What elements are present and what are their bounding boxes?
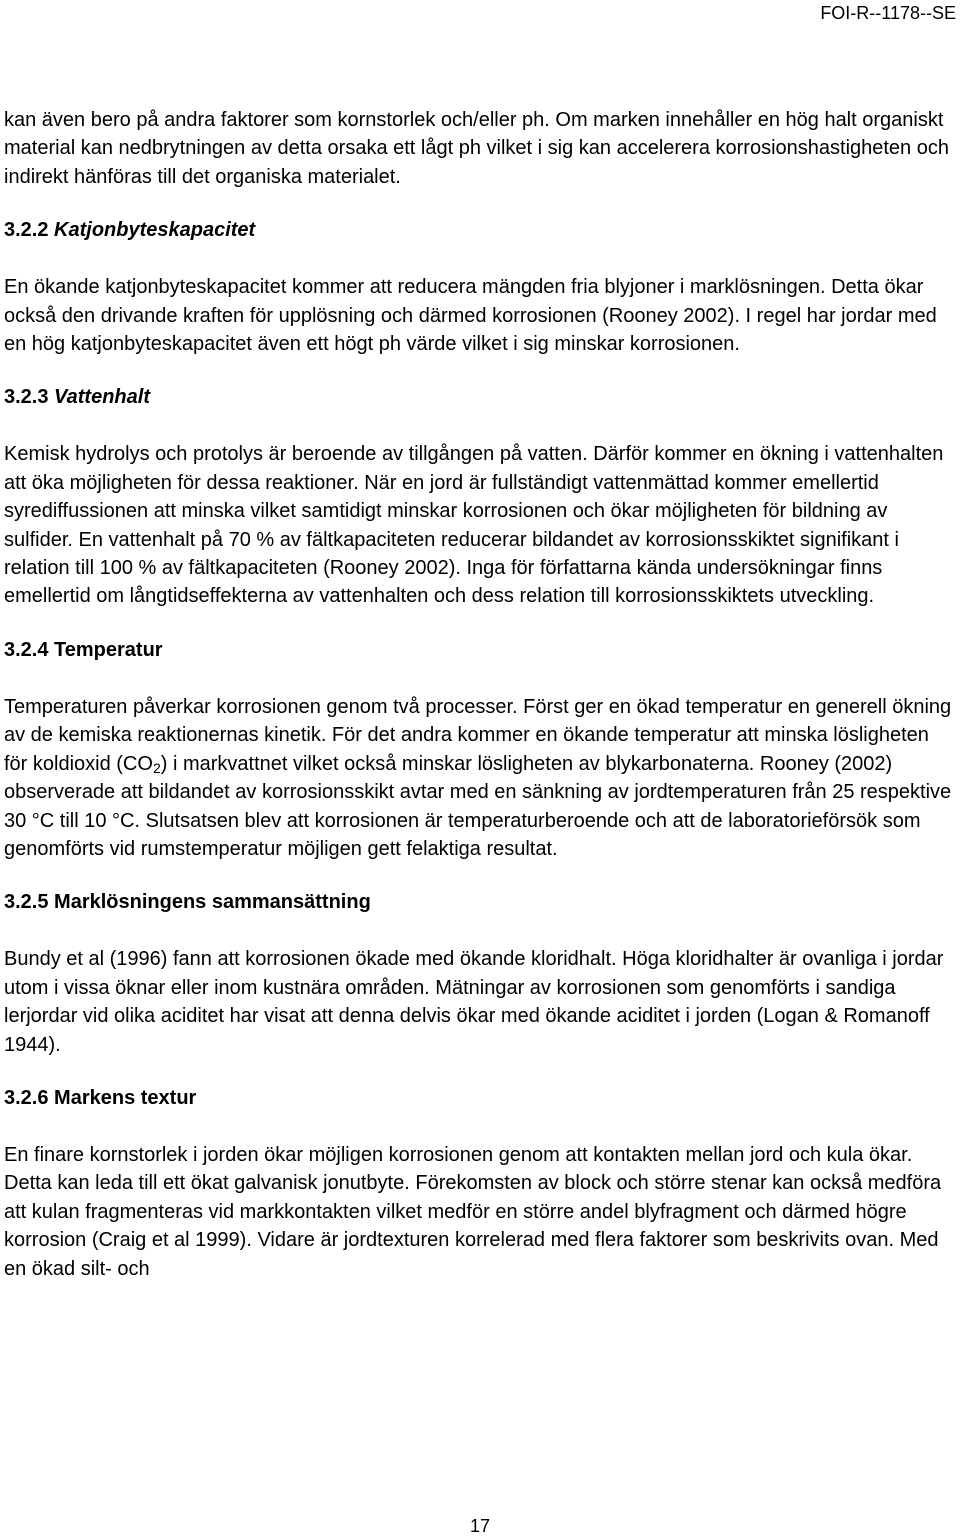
heading-markosningens-sammansattning	[4, 888, 956, 916]
page-number: 17	[469, 1516, 491, 1536]
heading-katjonbyteskapacitet	[4, 216, 956, 244]
heading-markens-textur	[4, 1084, 956, 1112]
co2-subscript: 2	[152, 759, 161, 776]
section-title: Temperatur	[54, 638, 163, 661]
page-body	[4, 106, 956, 1283]
section-title: Markens textur	[54, 1086, 197, 1109]
paragraph-katjonbyteskapacitet: En ökande katjonbyteskapacitet kommer att reducera mängden fria blyjoner i marklösningen. Detta ökar också den drivande kraften för upplösning och därmed korrosionen (Rooney 2002). I regel har jordar med en hög katjonbyteskapacitet även ett högt ph värde vilket i sig minskar korrosionen.	[4, 276, 937, 356]
intro-paragraph: kan även bero på andra faktorer som kornstorlek och/eller ph. Om marken innehåller en hög halt organiskt material kan nedbrytningen av detta orsaka ett lågt ph vilket i sig kan accelerera korrosionshastigheten och indirekt hänföras till det organiska materialet.	[4, 109, 949, 188]
section-number: 3.2.6	[4, 1086, 49, 1109]
text-before-subscript: Temperaturen påverkar korrosionen genom två processer. Först ger en ökad temperatur en generell ökning av de kemiska reaktionernas kinetik. För det andra kommer en ökande temperatur att minska lösligheten för koldioxid (CO	[4, 695, 952, 775]
section-title: Katjonbyteskapacitet	[54, 219, 256, 242]
heading-vattenhalt	[4, 383, 956, 411]
section-number: 3.2.3	[4, 386, 49, 409]
section-number: 3.2.5	[4, 891, 49, 914]
section-title: Vattenhalt	[54, 386, 150, 409]
heading-temperatur	[4, 636, 956, 664]
section-number: 3.2.4	[4, 638, 49, 661]
paragraph-marklosningens-sammansattning: Bundy et al (1996) fann att korrosionen ökade med ökande kloridhalt. Höga kloridhalter är ovanliga i jordar utom i vissa öknar eller inom kustnära områden. Mätningar av korrosionen som genomförts i sandiga lerjordar vid olika aciditet har visat att denna delvis ökar med ökande aciditet i jorden (Logan & Romanoff 1944).	[4, 948, 944, 1056]
document-id: FOI-R--1178--SE	[820, 3, 956, 23]
paragraph-vattenhalt: Kemisk hydrolys och protolys är beroende av tillgången på vatten. Därför kommer en ökning i vattenhalten att öka möjligheten för dessa reaktioner. När en jord är fullständigt vattenmättad kommer emellertid syrediffussionen att minska vilket samtidigt minskar korrosionen och ökar möjligheten för bildning av sulfider. En vattenhalt på 70 % av fältkapaciteten reducerar bildandet av korrosionsskiktet signifikant i relation till 100 % av fältkapaciteten (Rooney 2002). Inga för författarna kända undersökningar finns emellertid om långtidseffekterna av vattenhalten och dess relation till korrosionsskiktets utveckling.	[4, 443, 944, 608]
paragraph-markens-textur: En finare kornstorlek i jorden ökar möjligen korrosionen genom att kontakten mellan jord och kula ökar. Detta kan leda till ett ökat galvanisk jonutbyte. Förekomsten av block och större stenar kan också medföra att kulan fragmenteras vid markkontakten vilket medför en större andel blyfragment och därmed högre korrosion (Craig et al 1999). Vidare är jordtexturen korrelerad med flera faktorer som beskrivits ovan. Med en ökad silt- och	[4, 1143, 942, 1280]
section-title: Marklösningens sammansättning	[54, 891, 371, 914]
paragraph-temperatur	[4, 693, 956, 863]
section-number: 3.2.2	[4, 219, 49, 242]
text-after-subscript: ) i markvattnet vilket också minskar lösligheten av blykarbonaterna. Rooney (2002) observerade att bildandet av korrosionsskikt avtar med en sänkning av jordtemperaturen från 25 respektive 30 °C till 10 °C. Slutsatsen blev att korrosionen är temperaturberoende och att de laboratorieförsök som genomförts vid rumstemperatur möjligen gett felaktiga resultat.	[4, 752, 952, 860]
